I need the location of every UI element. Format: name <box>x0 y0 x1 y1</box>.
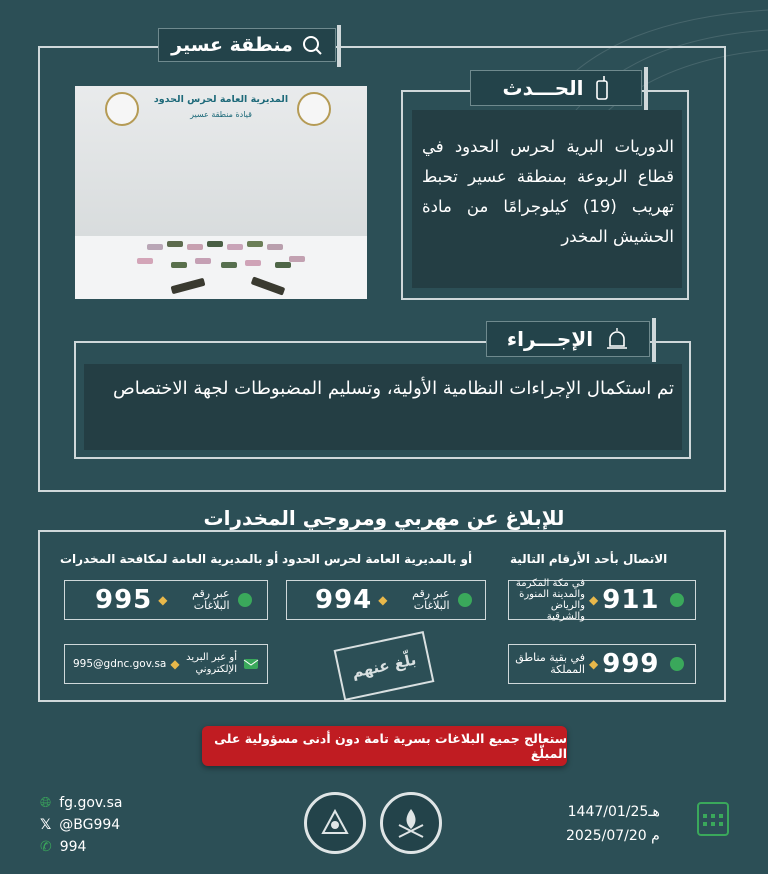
action-title-tag <box>486 321 650 357</box>
hotline-994-label: عبر رقم البلاغات <box>412 587 450 612</box>
footer-phone[interactable]: 994 <box>59 839 87 855</box>
event-title: الحـــدث <box>502 76 584 100</box>
event-panel <box>412 110 682 288</box>
event-title-tag <box>470 70 642 106</box>
phone-icon <box>670 593 684 607</box>
region-title-tag <box>158 28 336 62</box>
notice-text: ستعالج جميع البلاغات بسرية تامة دون أدنى مسؤولية على المبلّغ <box>214 731 567 761</box>
globe-icon: 🌐︎ <box>40 795 52 811</box>
phone-icon <box>458 593 472 607</box>
footer-dates <box>566 800 660 848</box>
hijri-date: 1447/01/25هـ <box>567 804 660 820</box>
hotline-999-number: 999 <box>602 649 660 679</box>
col2-heading: أو بالمديرية العامة لحرس الحدود <box>282 552 473 566</box>
hotline-911-label: في مكة المكرمة والمدينة المنورة والرياض والشرقية <box>515 578 585 622</box>
hotline-995-number: 995 <box>95 585 153 615</box>
map-search-icon <box>301 34 323 56</box>
hotline-999[interactable] <box>508 644 696 684</box>
phone-icon <box>670 657 684 671</box>
email-label: أو عبر البريد الإلكتروني <box>186 652 237 675</box>
calendar-icon <box>697 802 729 836</box>
border-guard-emblem <box>304 792 366 854</box>
x-icon: 𝕏 <box>40 817 52 833</box>
arrow-icon: ◆ <box>589 593 599 607</box>
hotline-999-label: في بقية مناطق المملكة <box>515 651 585 676</box>
hotline-995[interactable] <box>64 580 268 620</box>
action-panel <box>84 364 682 450</box>
email-address[interactable]: 995@gdnc.gov.sa <box>73 658 167 670</box>
hotline-995-label: عبر رقم البلاغات <box>192 587 230 612</box>
photo-banner-title: المديرية العامة لحرس الحدود <box>153 94 289 105</box>
col3-heading: أو بالمديرية العامة لمكافحة المخدرات <box>60 552 279 566</box>
hotline-911[interactable] <box>508 580 696 620</box>
footer-contacts <box>40 792 122 858</box>
radio-icon <box>595 75 609 101</box>
hotline-994[interactable] <box>286 580 486 620</box>
phone-icon <box>238 593 252 607</box>
saudi-emblem <box>380 792 442 854</box>
event-description: الدوريات البرية لحرس الحدود في قطاع الربوعة بمنطقة عسير تحبط تهريب (19) كيلوجرامًا من مادة الحشيش المخدر <box>422 137 674 246</box>
social-handle[interactable]: @BG994 <box>59 817 121 833</box>
arrow-icon: ◆ <box>170 657 180 671</box>
mail-icon <box>243 657 259 671</box>
gregorian-date: 2025/07/20 م <box>566 828 660 844</box>
phone-icon: ✆ <box>40 839 52 855</box>
hotline-994-number: 994 <box>315 585 373 615</box>
action-description: تم استكمال الإجراءات النظامية الأولية، وتسليم المضبوطات لجهة الاختصاص <box>113 378 674 399</box>
seizure-photo <box>75 86 367 299</box>
stamp-text: بلّغ عنهم <box>350 650 418 682</box>
website-link[interactable]: fg.gov.sa <box>59 795 123 811</box>
report-title: للإبلاغ عن مهربي ومروجي المخدرات <box>203 506 565 530</box>
arrow-icon: ◆ <box>378 593 388 607</box>
hotline-911-number: 911 <box>602 585 660 615</box>
arrow-icon: ◆ <box>158 593 168 607</box>
col1-heading: الاتصال بأحد الأرقام التالية <box>510 552 668 566</box>
action-title: الإجـــراء <box>506 327 594 351</box>
photo-banner-subtitle: قيادة منطقة عسير <box>190 110 252 119</box>
confidentiality-notice <box>202 726 567 766</box>
siren-icon <box>605 328 629 350</box>
region-title: منطقة عسير <box>171 34 293 56</box>
arrow-icon: ◆ <box>589 657 599 671</box>
email-report[interactable] <box>64 644 268 684</box>
